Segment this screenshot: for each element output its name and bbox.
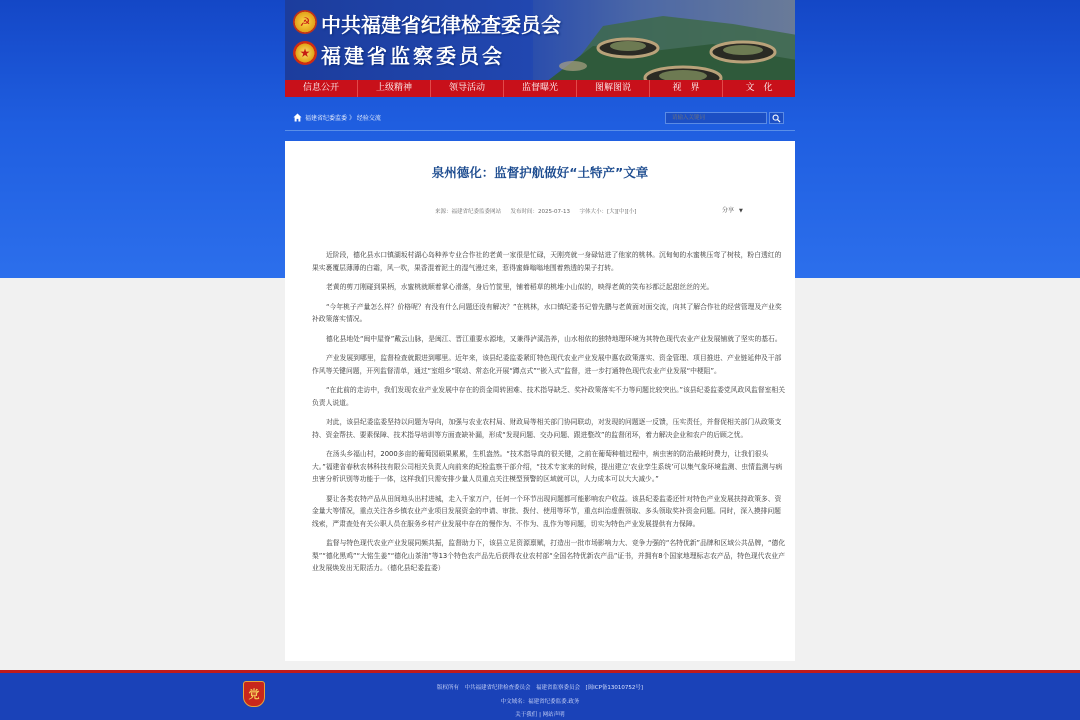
nav-item-info[interactable]: 信息公开 [285, 80, 358, 97]
share-button[interactable] [722, 205, 743, 214]
article-paragraph: 近阶段，德化县水口镇湖坂村湖心岛种养专业合作社的老黄一家很是忙碌，天刚亮就一身碌钻进了他家的桃林。沉甸甸的水蜜桃压弯了树枝，粉白透红的果实裹覆层薄薄的白霜，风一吹，果香混着泥土的湿气漫过来，惹得蜜蜂嗡嗡地围着熟透的果子打转。 [312, 251, 782, 272]
footer-domain: 中文域名：福建省纪委监委.政务 [500, 699, 580, 705]
article-paragraph: 产业发展到哪里，监督检查就跟进到哪里。近年来，该县纪委监委紧盯特色现代农业产业发展中惠农政策落实、资金管理、项目推进、产业链延伸及干部作风等关键问题，开列监督清单，通过“室组乡”联动、常态化开展“蹲点式”“嵌入式”监督，进一步打通特色现代农业产业发展“中梗阻”。 [312, 354, 782, 375]
main-nav [285, 80, 795, 97]
site-title-line1: 中共福建省纪律检查委员会 [321, 13, 561, 37]
search-icon [772, 114, 781, 123]
footer-copyright: 版权所有 中共福建省纪律检查委员会 福建省监察委员会 [闽ICP备13010752号] [436, 685, 644, 691]
search-button[interactable] [769, 112, 784, 124]
article-paragraph: “今年桃子产量怎么样？价格呢？有没有什么问题还没有解决？”在桃林，水口镇纪委书记曾先鹏与老黄面对面交流，向其了解合作社的经营管理及产业奖补政策落实情况。 [312, 302, 782, 323]
footer-links [0, 710, 1080, 718]
party-emblem-icon: ☭ [293, 10, 317, 34]
article-paragraph: 德化县地处“闽中屋脊”戴云山脉，是闽江、晋江重要水源地，又兼得泸溪浩养，山水相依的独特地理环境为其特色现代农业产业发展铺就了坚实的基石。 [326, 334, 782, 343]
site-title-line2: 福建省监察委员会 [321, 44, 505, 68]
nav-item-culture[interactable]: 文 化 [745, 83, 773, 93]
breadcrumb-bar [285, 106, 795, 131]
nav-item-leadership[interactable]: 领导活动 [431, 80, 504, 97]
breadcrumb [305, 113, 381, 122]
font-size-label: 字体大小： [579, 209, 608, 215]
article-paragraph: 要让各类农特产品从田间地头出村进城，走入千家万户，任何一个环节出现问题都可能影响农户收益。该县纪委监委还针对特色产业发展扶持政策多、资金量大等情况，重点关注各乡镇农业产业项目发展资金的申请、审批、拨付、使用等环节，重点纠治虚假领取、多头领取奖补资金问题。同时，深入摸排问题线索，严肃查处有关公职人员在服务乡村产业发展中存在的慢作为、不作为、乱作为等问题，切实为特色产业发展提供有力保障。 [312, 494, 782, 528]
article-paragraph: 在汤头乡福山村，2000多亩的葡萄园硕果累累，生机盎然。“技术指导真的很关键，之前在葡萄种植过程中，病虫害的防治最耗时费力，让我们很头大。”福建省春秋农林科技有限公司相关负责人向前来的纪检监察干部介绍，“技术专家来的时候，提出建立‘农业孪生系统’可以集气象环境监测、虫情监测与病虫害分析识别等功能于一体，这样我们只需安排少量人员重点关注模型预警的区域就可以，人力成本可以大大减少。” [312, 450, 783, 483]
site-header-banner [285, 0, 795, 80]
breadcrumb-separator: 》 [348, 115, 355, 122]
nav-item-graphics[interactable]: 图解图说 [577, 80, 650, 97]
tulou-landscape-image [533, 0, 795, 80]
article-source: 福建省纪委监委网站 [451, 209, 502, 215]
article-paragraph: 监督与特色现代农业产业发展同频共振，监督助力下，该县立足资源禀赋，打造出一批市场影响力大、竞争力强的“名特优新”品牌和区域公共品牌，“德化梨”“德化黑鸡”“大铭生姜”“德化山茶油”等13个特色农产品先后获得农业农村部“全国名特优新农产品”证书，并拥有8个国家地理标志农产品，特色现代农业产业发展焕发出无限活力。（德化县纪委监委） [312, 539, 786, 572]
search-input[interactable] [665, 112, 767, 124]
home-icon[interactable] [293, 113, 302, 122]
party-government-logo-icon[interactable]: 党 [243, 681, 265, 707]
disclaimer-link[interactable]: 网站声明 [542, 712, 565, 718]
site-footer [0, 670, 1080, 720]
font-size-medium-button[interactable]: [中] [616, 209, 627, 215]
share-label: 分享 [722, 207, 735, 214]
national-emblem-icon: ★ [293, 41, 317, 65]
nav-item-superior[interactable]: 上级精神 [358, 80, 431, 97]
font-size-small-button[interactable]: [小] [626, 209, 637, 215]
chevron-down-icon: ▼ [738, 208, 743, 214]
date-label: 发布时间： [510, 209, 539, 215]
font-size-large-button[interactable]: [大] [607, 209, 617, 215]
article-meta [435, 207, 636, 215]
source-label: 来源： [435, 209, 452, 215]
article-date: 2025-07-13 [538, 209, 571, 215]
article-container [285, 141, 795, 661]
article-paragraph: 老黄的剪刀刚碰到果柄，水蜜桃就顺着掌心滑落，身后竹筐里，铺着稻草的桃堆小山似的，映得老黄的笑布衫都泛起甜丝丝的光。 [326, 283, 714, 291]
nav-item-vision[interactable]: 视 界 [650, 80, 723, 97]
article-body [312, 249, 786, 582]
about-us-link[interactable]: 关于我们 [515, 712, 538, 718]
article-paragraph: 对此，该县纪委监委坚持以问题为导向，加强与农业农村局、财政局等相关部门协同联动，对发现的问题逐一反馈，压实责任，并督促相关部门从政策支持、资金帮扶、要素保障、技术指导培训等方面查缺补漏，形成“发现问题、交办问题、跟进整改”的监督闭环，着力解决企业和农户的后顾之忧。 [312, 418, 782, 439]
article-paragraph: “在此前的走访中，我们发现农业产业发展中存在的资金周转困难、技术指导缺乏、奖补政策落实不力等问题比较突出。”该县纪委监委党风政风监督室相关负责人说道。 [312, 386, 786, 407]
footer-link-separator: | [539, 712, 541, 718]
breadcrumb-current[interactable]: 经验交流 [356, 115, 381, 122]
nav-item-exposure[interactable]: 监督曝光 [504, 80, 577, 97]
article-title: 泉州德化：监督护航做好“土特产”文章 [431, 165, 649, 180]
breadcrumb-home-link[interactable]: 福建省纪委监委 [305, 115, 348, 122]
